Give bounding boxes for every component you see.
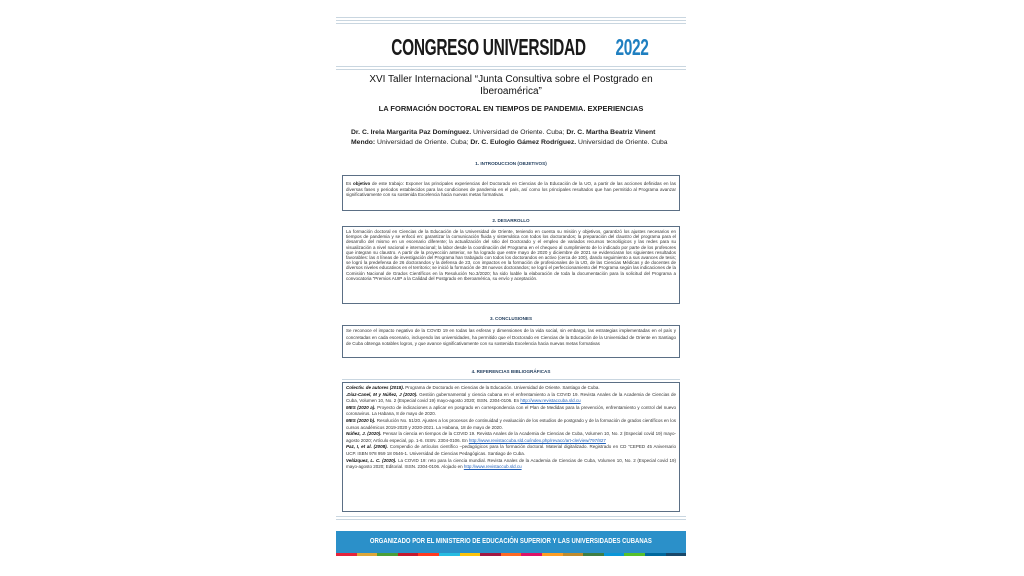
subtitle: XVI Taller Internacional “Junta Consultiva sobre el Postgrado en Iberoamérica”	[369, 74, 653, 97]
strip-segment	[604, 553, 625, 556]
reference-text: Proyecto de indicaciones a aplicar en posgrado en correspondencia con el Plan de Medidas para la prevención, enfrentamiento y control del nuevo coronavirus. La Habana, 8 de mayo de 2020.	[346, 404, 676, 417]
reference-text: Compendio de artículos científico –pedagógicos para la formación doctoral. Material digitalizado. Registrado en CD “CEPED 45 Aniversario UCP. ISBN 978 959 18 0546-1. Universidad de Ciencias Pedagógicas. Santiago de Cuba.	[346, 444, 676, 456]
strip-segment	[542, 553, 563, 556]
reference-item	[346, 385, 676, 392]
reference-author: Colectiv. de autores (2018).	[346, 385, 405, 390]
poster	[336, 0, 686, 576]
strip-segment	[480, 553, 501, 556]
congress-title	[336, 34, 686, 61]
reference-author: Velázquez, L. C. (2020).	[346, 457, 397, 463]
divider	[336, 20, 686, 21]
author-name: Dr. C. Eulogio Gámez Rodríguez.	[470, 138, 577, 146]
reference-author: Núñez, J. (2020).	[346, 431, 382, 437]
reference-text: Resolución No. 51/20. Ajustes a los procesos de continuidad y evaluación de los estudios de postgrado y de la formación de grados científicos en los cursos académicos 2019-2020 y 2020-2021. La Habana, 18 de mayo de 2020.	[346, 417, 676, 430]
divider	[342, 379, 680, 380]
reference-author: Paz, I, et al. (2008).	[346, 444, 388, 450]
reference-item	[346, 431, 676, 444]
reference-link[interactable]: http://www.revistaccuba.sld.cu	[520, 398, 581, 404]
intro-lead: Es	[346, 181, 353, 186]
strip-segment	[624, 553, 645, 556]
author-affiliation: Universidad de Oriente. Cuba;	[375, 138, 471, 146]
reference-text: Programa de Doctorado en Ciencias de la Educación. Universidad de Oriente. Santiago de Cuba.	[404, 385, 600, 390]
section-heading-referencias: 4. REFERENCIAS BIBLIOGRÁFICAS	[471, 369, 551, 374]
author-name: Dr. C. Martha Beatriz Vinent Mendo:	[351, 129, 656, 146]
divider	[336, 66, 686, 67]
color-strip	[336, 553, 686, 556]
strip-segment	[521, 553, 542, 556]
strip-segment	[645, 553, 666, 556]
intro-text: de este trabajo: Exponer las principales experiencias del Doctorado en Ciencias de la Educación de la UO, a partir de las acciones definidas en las diversas fases y periodos establecidos para las condiciones de pandemia en el país, así como los principales resultados que han permitido al Programa avanzar significativamente con su sostenida Excelencia hacia nuevas metas formativas.	[346, 181, 676, 198]
title-main: CONGRESO UNIVERSIDAD	[391, 34, 586, 60]
divider	[336, 17, 686, 18]
author-affiliation: Universidad de Oriente. Cuba;	[471, 129, 567, 136]
strip-segment	[460, 553, 481, 556]
divider	[336, 519, 686, 520]
reference-item	[346, 444, 676, 457]
footer-text: ORGANIZADO POR EL MINISTERIO DE EDUCACIÓN SUPERIOR Y LAS UNIVERSIDADES CUBANAS	[369, 538, 652, 545]
reference-text: Gestión gubernamental y ciencia cubana en el enfrentamiento a la COVID 19. Revista Anales de la Academia de Ciencias de Cuba, Volumen 10, No. 2 (Especial covid 19) mayo-agosto 2020; ISSN. 2304-0106. En	[346, 391, 676, 404]
strip-segment	[357, 553, 378, 556]
strip-segment	[418, 553, 439, 556]
strip-segment	[501, 553, 522, 556]
divider	[336, 69, 686, 70]
section-heading-desarrollo: 2. DESARROLLO	[492, 218, 530, 223]
referencias-box	[342, 382, 680, 512]
paper-title: LA FORMACIÓN DOCTORAL EN TIEMPOS DE PANDEMIA. EXPERIENCIAS	[378, 104, 644, 113]
author-name: Dr. C. Irela Margarita Paz Domínguez.	[351, 129, 472, 136]
reference-item	[346, 405, 676, 418]
divider	[336, 23, 686, 24]
strip-segment	[439, 553, 460, 556]
strip-segment	[583, 553, 604, 556]
title-year: 2022	[615, 34, 649, 60]
footer-band	[336, 531, 686, 553]
reference-text: Pensar la ciencia en tiempos de la COVID 19. Revista Anales de la Academia de Ciencias de Cuba, Volumen 10, No. 2 (Especial covid 19) mayo-agosto 2020; Artículo especial, pp. 1-6. ISSN. 2304-0106. En	[346, 431, 676, 443]
divider	[336, 516, 686, 517]
conclusiones-box: Se reconoce el impacto negativo de la COVID 19 en todas las esferas y dimensiones de la vida social, sin embargo, las estrategias implementadas en el país y concretadas en cada escenario, incluyendo las universidades, ha permitido que el Doctorado en Ciencias de la Educación de la Universidad de Oriente en Santiago de Cuba obtenga notables logros, y que avance significativamente con su sostenida Excelencia hacia nuevas metas formativas	[342, 325, 680, 358]
strip-segment	[563, 553, 584, 556]
reference-link[interactable]: http://www.revistaccub.sld.cu	[463, 464, 522, 470]
desarrollo-box: La formación doctoral en Ciencias de la Educación de la Universidad de Oriente, teniendo en cuenta su misión y objetivos, garantizó los ajustes necesarios en tiempos de pandemia y se enfocó en: garantizar la comunicación fluida y sistemática con todos los doctorandos; la preparación del claustro del programa para el desarrollo del mismo en un escenario diferente; la actualización del sitio del Doctorado y el empleo de variados recursos tecnológicos y las redes para su visualización a nivel nacional e internacional; la labor desde la coordinación del Programa en el chequeo al cumplimiento de lo indicado por parte de los profesores que integran su claustro. A partir de la proyección anterior, se ha logrado que entre mayo de 2020 y diciembre de 2021 se evidenciaran los siguientes resultados favorables: las 4 líneas de investigación del Programa han trabajado con todos los doctorandos en activo (cerca de 100), dando seguimiento a sus avances de tesis; se logró la predefensa de 26 doctorandos y la defensa de 23, con impactos en la formación de profesionales de la UO, de las Ciencias Médicas y de docentes de diversos niveles educativos en el territorio; se inició la formación de 38 nuevos doctorandos; se logró el perfeccionamiento del Programa según las indicaciones de la Comisión Nacional de Grados Científicos en la Resolución No.3/2020; ha sido loable la elaboración de toda la documentación para la solicitud del Programa a convocatoria “Premios AUIP a la Calidad del Postgrado en Iberoamérica, su envío y aceptación.	[342, 226, 680, 304]
reference-item	[346, 458, 676, 471]
intro-box	[342, 175, 680, 211]
reference-author: MES (2020 b).	[346, 417, 376, 423]
strip-segment	[377, 553, 398, 556]
strip-segment	[666, 553, 687, 556]
reference-item	[346, 392, 676, 405]
reference-author: .Díaz-Canel, M y Núñez, J (2020).	[346, 391, 418, 397]
section-heading-conclusiones: 3. CONCLUSIONES	[489, 316, 533, 321]
reference-link[interactable]: http://www.revistaccuba.sld.cu/index.php/revacc/art-cle/view/797/827	[468, 437, 606, 443]
authors	[351, 128, 676, 147]
strip-segment	[398, 553, 419, 556]
intro-bold: objetivo	[352, 181, 371, 186]
reference-author: MES (2020 a).	[346, 404, 376, 410]
reference-text: La COVID 19: reto para la ciencia mundial. Revista Anales de la Academia de Ciencias de Cuba, Volumen 10, No. 2 (Especial covid 19) mayo-agosto 2020; Editorial. ISSN. 2304-0106. Alojado en	[346, 457, 676, 470]
section-heading-intro: 1. INTRODUCCION (OBJETIVOS)	[475, 161, 547, 166]
reference-item	[346, 418, 676, 431]
author-affiliation: Universidad de Oriente. Cuba	[576, 138, 668, 146]
strip-segment	[336, 553, 357, 556]
